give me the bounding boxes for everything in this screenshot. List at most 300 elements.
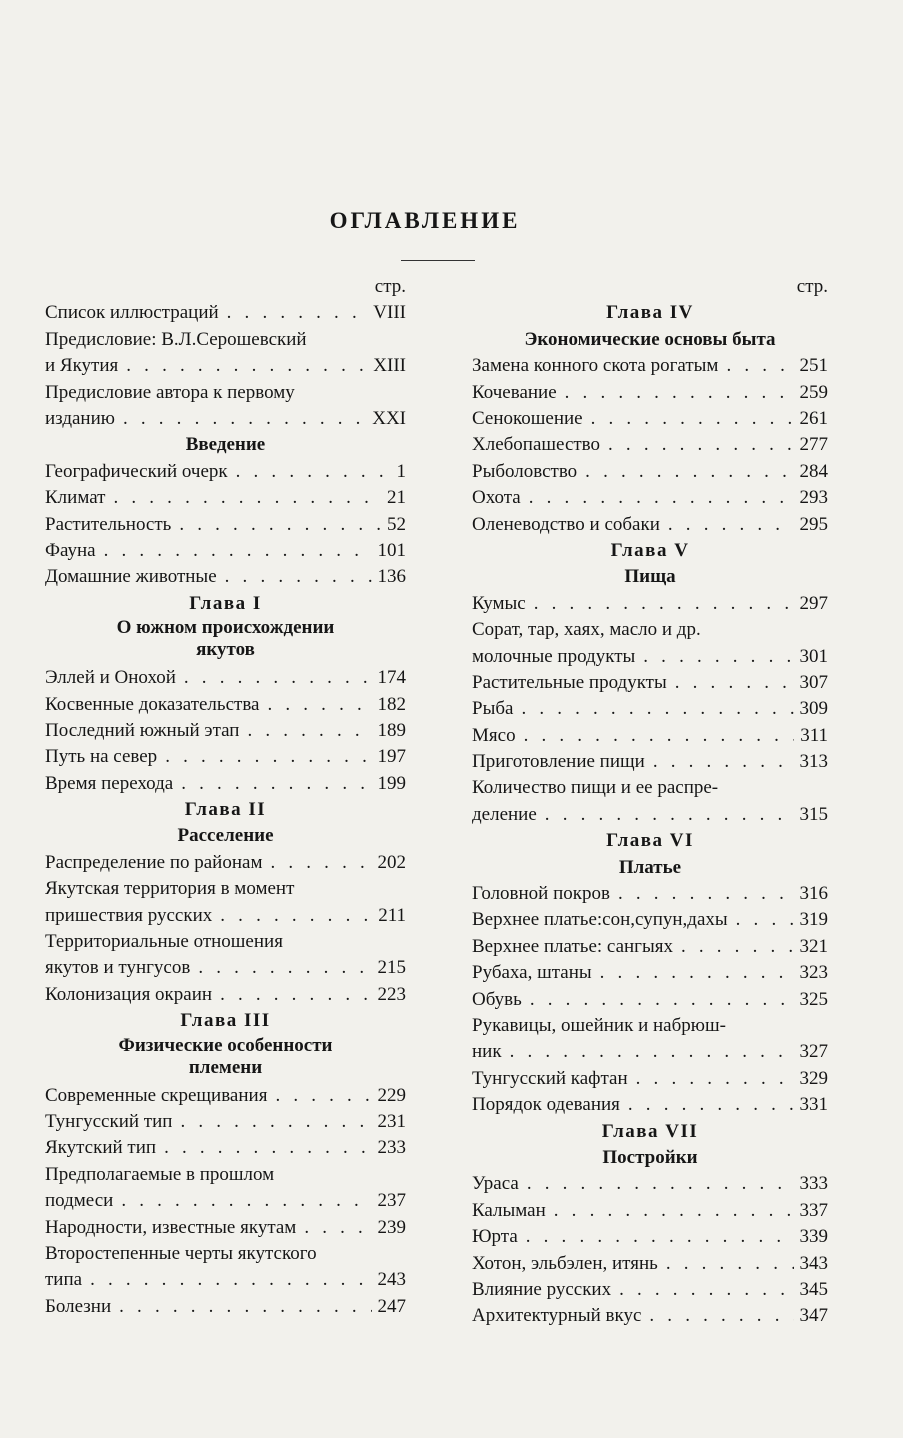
toc-entry-line bbox=[45, 1215, 406, 1241]
toc-entry[interactable] bbox=[45, 1162, 406, 1215]
toc-entry-line bbox=[472, 617, 828, 643]
toc-entry-page: 325 bbox=[799, 988, 828, 1010]
dot-leader bbox=[164, 1135, 371, 1161]
toc-entry-title: Предполагаемые в прошлом bbox=[45, 1163, 275, 1185]
toc-entry[interactable] bbox=[472, 881, 828, 907]
toc-entry-page: 215 bbox=[377, 957, 406, 979]
section-heading: якутов bbox=[196, 639, 255, 661]
toc-entry-line bbox=[45, 1162, 406, 1188]
toc-entry[interactable] bbox=[45, 459, 406, 485]
dot-leader bbox=[220, 903, 372, 929]
toc-entry-page: 199 bbox=[377, 772, 406, 794]
toc-entry-title: Народности, известные якутам bbox=[45, 1216, 297, 1238]
toc-entry-line bbox=[45, 300, 406, 326]
section-heading: Экономические основы быта bbox=[524, 328, 776, 350]
dot-leader bbox=[521, 696, 793, 722]
toc-entry-line bbox=[472, 670, 828, 696]
toc-entry-page: 333 bbox=[799, 1173, 828, 1195]
toc-entry-line bbox=[45, 406, 406, 432]
toc-entry-title: и Якутия bbox=[45, 355, 119, 377]
dot-leader bbox=[534, 591, 794, 617]
dot-leader bbox=[524, 723, 795, 749]
toc-entry-title: Климат bbox=[45, 487, 106, 509]
toc-entry-page: 202 bbox=[377, 851, 406, 873]
toc-entry[interactable] bbox=[45, 929, 406, 982]
toc-entry[interactable] bbox=[472, 775, 828, 828]
toc-entry-title: Растительные продукты bbox=[472, 671, 667, 693]
dot-leader bbox=[113, 485, 381, 511]
toc-entry-title: Современные скрещивания bbox=[45, 1084, 268, 1106]
chapter-heading: Глава VI bbox=[606, 830, 694, 852]
toc-entry[interactable] bbox=[472, 723, 828, 749]
toc-entry-line bbox=[45, 876, 406, 902]
toc-entry-line bbox=[45, 1135, 406, 1161]
toc-entry-page: XIII bbox=[373, 355, 406, 377]
toc-entry[interactable] bbox=[472, 512, 828, 538]
toc-entry[interactable] bbox=[472, 380, 828, 406]
toc-entry[interactable] bbox=[472, 907, 828, 933]
dot-leader bbox=[545, 802, 794, 828]
toc-entry-page: 197 bbox=[377, 746, 406, 768]
toc-entry-page: 301 bbox=[799, 645, 828, 667]
dot-leader bbox=[618, 881, 794, 907]
toc-entry-page: 343 bbox=[799, 1252, 828, 1274]
toc-entry-line bbox=[472, 1277, 828, 1303]
toc-entry-line bbox=[472, 723, 828, 749]
toc-entry-line bbox=[472, 696, 828, 722]
toc-entry[interactable] bbox=[472, 1092, 828, 1118]
toc-entry-line bbox=[45, 327, 406, 353]
dot-leader bbox=[726, 353, 793, 379]
toc-entry-line bbox=[45, 353, 406, 379]
dot-leader bbox=[510, 1039, 794, 1065]
section-heading: Платье bbox=[618, 856, 682, 878]
toc-entry[interactable] bbox=[45, 876, 406, 929]
dot-leader bbox=[126, 353, 367, 379]
toc-entry-page: 347 bbox=[799, 1305, 828, 1327]
toc-entry-line bbox=[45, 903, 406, 929]
toc-entry-page: 311 bbox=[800, 724, 828, 746]
toc-entry-title: Головной покров bbox=[472, 883, 610, 905]
toc-entry-title: Замена конного скота рогатым bbox=[472, 355, 719, 377]
toc-entry-line bbox=[472, 1013, 828, 1039]
toc-entry-title: Предисловие автора к первому bbox=[45, 381, 295, 403]
toc-entry-title: Количество пищи и ее распре- bbox=[472, 777, 719, 799]
chapter-heading: Глава V bbox=[610, 539, 690, 561]
toc-entry-title: Хотон, эльбэлен, итянь bbox=[472, 1252, 658, 1274]
toc-entry[interactable] bbox=[45, 1215, 406, 1241]
toc-entry-title: Географический очерк bbox=[45, 460, 228, 482]
toc-entry-line bbox=[472, 459, 828, 485]
toc-entry[interactable] bbox=[45, 1241, 406, 1294]
toc-entry-page: 337 bbox=[799, 1199, 828, 1221]
dot-leader bbox=[227, 300, 368, 326]
toc-entry-page: 251 bbox=[799, 355, 828, 377]
section-heading: О южном происхождении bbox=[116, 617, 335, 639]
section-heading: Физические особенности bbox=[118, 1034, 333, 1056]
toc-entry-page: 295 bbox=[799, 513, 828, 535]
chapter-heading: Глава IV bbox=[606, 302, 694, 324]
dot-leader bbox=[270, 850, 371, 876]
dot-leader bbox=[608, 432, 793, 458]
dot-leader bbox=[736, 907, 794, 933]
toc-entry-page: 345 bbox=[799, 1278, 828, 1300]
toc-entry-page: 233 bbox=[377, 1137, 406, 1159]
dot-leader bbox=[526, 1224, 794, 1250]
chapter-heading: Глава III bbox=[180, 1010, 271, 1032]
toc-entry[interactable] bbox=[45, 327, 406, 380]
toc-entry-line bbox=[45, 512, 406, 538]
toc-entry-line bbox=[472, 353, 828, 379]
dot-leader bbox=[247, 718, 371, 744]
dot-leader bbox=[600, 960, 794, 986]
toc-entry-page: 174 bbox=[377, 667, 406, 689]
toc-entry-title: деление bbox=[472, 803, 537, 825]
section-heading: Пища bbox=[624, 566, 676, 588]
toc-entry-page: 1 bbox=[396, 460, 406, 482]
toc-entry-title: Сорат, тар, хаях, масло и др. bbox=[472, 619, 701, 641]
dot-leader bbox=[181, 771, 371, 797]
toc-entry-line bbox=[472, 644, 828, 670]
toc-entry-line bbox=[472, 749, 828, 775]
dot-leader bbox=[591, 406, 794, 432]
dot-leader bbox=[619, 1277, 793, 1303]
toc-entry-page: 315 bbox=[799, 803, 828, 825]
toc-entry[interactable] bbox=[45, 1083, 406, 1109]
toc-entry-title: Верхнее платье: сангыях bbox=[472, 935, 673, 957]
toc-entry-line bbox=[45, 692, 406, 718]
toc-entry-line bbox=[472, 485, 828, 511]
dot-leader bbox=[565, 380, 794, 406]
dot-leader bbox=[649, 1303, 793, 1329]
toc-entry-title: подмеси bbox=[45, 1190, 114, 1212]
toc-entry[interactable] bbox=[472, 696, 828, 722]
toc-entry-page: 323 bbox=[799, 962, 828, 984]
toc-entry[interactable] bbox=[45, 538, 406, 564]
toc-entry-page: 189 bbox=[377, 719, 406, 741]
toc-entry[interactable] bbox=[45, 1294, 406, 1320]
dot-leader bbox=[236, 459, 391, 485]
toc-entry-page: XXI bbox=[372, 407, 406, 429]
toc-entry[interactable] bbox=[45, 380, 406, 433]
toc-entry[interactable] bbox=[472, 749, 828, 775]
toc-entry-line bbox=[45, 718, 406, 744]
toc-entry-line bbox=[45, 485, 406, 511]
toc-entry-title: Верхнее платье:сон,супун,дахы bbox=[472, 909, 728, 931]
page-title: ОГЛАВЛЕНИЕ bbox=[329, 208, 521, 233]
toc-entry-line bbox=[45, 1188, 406, 1214]
toc-entry[interactable] bbox=[472, 670, 828, 696]
dot-leader bbox=[653, 749, 794, 775]
toc-entry-title: Якутский тип bbox=[45, 1137, 157, 1159]
toc-entry-page: 297 bbox=[799, 592, 828, 614]
toc-entry-line bbox=[472, 1251, 828, 1277]
toc-entry-title: Кочевание bbox=[472, 381, 557, 403]
toc-entry-page: 223 bbox=[377, 983, 406, 1005]
toc-entry-title: Мясо bbox=[472, 724, 516, 746]
toc-entry-title: Территориальные отношения bbox=[45, 931, 283, 953]
toc-entry-title: Кумыс bbox=[472, 592, 526, 614]
toc-entry-page: 243 bbox=[377, 1269, 406, 1291]
toc-entry-line bbox=[45, 459, 406, 485]
page-column-label: стр. bbox=[374, 276, 406, 297]
toc-entry-line bbox=[472, 406, 828, 432]
toc-entry-line bbox=[45, 564, 406, 590]
chapter-heading: Глава II bbox=[184, 799, 267, 821]
toc-entry-page: 231 bbox=[377, 1111, 406, 1133]
section-heading: Введение bbox=[185, 434, 266, 456]
toc-entry-title: Калыман bbox=[472, 1199, 546, 1221]
toc-entry[interactable] bbox=[472, 459, 828, 485]
toc-entry-title: типа bbox=[45, 1269, 83, 1291]
toc-entry-page: 247 bbox=[377, 1295, 406, 1317]
toc-entry-line bbox=[45, 982, 406, 1008]
toc-entry-title: Охота bbox=[472, 487, 521, 509]
toc-entry-line bbox=[472, 1224, 828, 1250]
toc-entry-line bbox=[472, 934, 828, 960]
toc-entry[interactable] bbox=[472, 1277, 828, 1303]
toc-entry[interactable] bbox=[45, 512, 406, 538]
toc-column-left bbox=[45, 274, 406, 1320]
dot-leader bbox=[179, 512, 381, 538]
toc-entry-title: Тунгусский тип bbox=[45, 1111, 173, 1133]
toc-entry-line bbox=[45, 665, 406, 691]
dot-leader bbox=[198, 955, 371, 981]
chapter-heading: Глава I bbox=[189, 592, 262, 614]
toc-entry-page: 339 bbox=[799, 1226, 828, 1248]
toc-entry[interactable] bbox=[472, 1224, 828, 1250]
dot-leader bbox=[275, 1083, 371, 1109]
dot-leader bbox=[554, 1198, 794, 1224]
dot-leader bbox=[529, 485, 794, 511]
chapter-heading: Глава VII bbox=[601, 1120, 699, 1142]
toc-entry-line bbox=[45, 929, 406, 955]
toc-entry-page: 237 bbox=[377, 1190, 406, 1212]
toc-entry-title: Обувь bbox=[472, 988, 522, 1010]
toc-entry-title: Рыба bbox=[472, 698, 514, 720]
toc-entry-page: 309 bbox=[799, 698, 828, 720]
toc-entry-page: 327 bbox=[799, 1041, 828, 1063]
toc-entry-line bbox=[45, 1083, 406, 1109]
toc-entry-line bbox=[472, 987, 828, 1013]
toc-entry-title: Болезни bbox=[45, 1295, 112, 1317]
toc-entry-line bbox=[472, 881, 828, 907]
toc-entry-page: 313 bbox=[799, 751, 828, 773]
toc-entry[interactable] bbox=[472, 1171, 828, 1197]
toc-entry-title: Домашние животные bbox=[45, 566, 217, 588]
toc-entry[interactable] bbox=[45, 1109, 406, 1135]
toc-entry-title: Колонизация окраин bbox=[45, 983, 213, 1005]
toc-entry[interactable] bbox=[45, 850, 406, 876]
toc-entry-title: Якутская территория в момент bbox=[45, 878, 295, 900]
title-underline bbox=[401, 260, 475, 261]
toc-entry-title: Эллей и Онохой bbox=[45, 667, 176, 689]
dot-leader bbox=[119, 1294, 371, 1320]
toc-entry-line bbox=[472, 802, 828, 828]
dot-leader bbox=[104, 538, 372, 564]
toc-entry[interactable] bbox=[472, 934, 828, 960]
dot-leader bbox=[225, 564, 372, 590]
toc-entry-line bbox=[45, 1294, 406, 1320]
dot-leader bbox=[304, 1215, 371, 1241]
toc-entry-page: 321 bbox=[799, 935, 828, 957]
toc-entry-title: Растительность bbox=[45, 513, 172, 535]
toc-entry[interactable] bbox=[472, 1251, 828, 1277]
section-heading: племени bbox=[188, 1056, 263, 1078]
dot-leader bbox=[165, 744, 371, 770]
toc-entry-title: Юрта bbox=[472, 1226, 518, 1248]
dot-leader bbox=[666, 1251, 794, 1277]
toc-entry[interactable] bbox=[45, 718, 406, 744]
toc-entry[interactable] bbox=[45, 300, 406, 326]
toc-entry-page: 239 bbox=[377, 1216, 406, 1238]
toc-entry-title: пришествия русских bbox=[45, 904, 213, 926]
toc-entry-title: Рубаха, штаны bbox=[472, 962, 592, 984]
toc-entry-page: 277 bbox=[799, 434, 828, 456]
toc-entry-line bbox=[472, 960, 828, 986]
toc-entry-title: Фауна bbox=[45, 539, 96, 561]
toc-entry[interactable] bbox=[45, 485, 406, 511]
dot-leader bbox=[668, 512, 794, 538]
toc-entry-line bbox=[472, 1198, 828, 1224]
dot-leader bbox=[90, 1267, 371, 1293]
toc-entry-page: 331 bbox=[799, 1094, 828, 1116]
toc-entry-title: изданию bbox=[45, 407, 115, 429]
toc-entry-line bbox=[472, 775, 828, 801]
toc-entry-title: Хлебопашество bbox=[472, 434, 601, 456]
toc-entry[interactable] bbox=[45, 982, 406, 1008]
toc-entry[interactable] bbox=[45, 665, 406, 691]
toc-entry-title: Путь на север bbox=[45, 746, 158, 768]
toc-entry-page: 259 bbox=[799, 381, 828, 403]
toc-entry-title: Список иллюстраций bbox=[45, 302, 219, 324]
toc-entry[interactable] bbox=[472, 987, 828, 1013]
dot-leader bbox=[121, 1188, 371, 1214]
toc-entry-title: Приготовление пищи bbox=[472, 751, 645, 773]
toc-entry-line bbox=[472, 1171, 828, 1197]
toc-entry-page: 307 bbox=[799, 671, 828, 693]
toc-entry-title: Косвенные доказательства bbox=[45, 693, 260, 715]
page-column-label: стр. bbox=[796, 276, 828, 297]
section-heading: Постройки bbox=[602, 1147, 698, 1168]
toc-entry[interactable] bbox=[45, 692, 406, 718]
toc-entry-title: Архитектурный вкус bbox=[472, 1305, 642, 1327]
toc-entry-line bbox=[45, 1241, 406, 1267]
toc-entry-title: ник bbox=[472, 1041, 502, 1063]
toc-entry[interactable] bbox=[472, 1066, 828, 1092]
toc-entry-page: 316 bbox=[799, 883, 828, 905]
toc-entry-line bbox=[45, 380, 406, 406]
toc-entry-title: Предисловие: В.Л.Серошевский bbox=[45, 328, 307, 350]
toc-entry[interactable] bbox=[45, 1135, 406, 1161]
toc-entry[interactable] bbox=[472, 1303, 828, 1329]
toc-entry-title: Оленеводство и собаки bbox=[472, 513, 660, 535]
toc-entry-line bbox=[472, 1303, 828, 1329]
toc-entry-line bbox=[45, 1267, 406, 1293]
dot-leader bbox=[180, 1109, 371, 1135]
toc-entry[interactable] bbox=[472, 591, 828, 617]
toc-entry-page: 211 bbox=[378, 904, 406, 926]
toc-entry-line bbox=[45, 850, 406, 876]
toc-entry-line bbox=[472, 907, 828, 933]
section-heading: Расселение bbox=[177, 825, 274, 847]
toc-entry-title: Сенокошение bbox=[472, 407, 583, 429]
toc-entry-line bbox=[45, 955, 406, 981]
toc-entry[interactable] bbox=[472, 353, 828, 379]
dot-leader bbox=[628, 1092, 794, 1118]
dot-leader bbox=[675, 670, 794, 696]
dot-leader bbox=[530, 987, 794, 1013]
toc-entry-line bbox=[45, 1109, 406, 1135]
dot-leader bbox=[636, 1066, 794, 1092]
dot-leader bbox=[220, 982, 371, 1008]
toc-entry-title: Рыболовство bbox=[472, 460, 578, 482]
toc-entry-page: 284 bbox=[799, 460, 828, 482]
dot-leader bbox=[527, 1171, 794, 1197]
toc-entry-title: Второстепенные черты якутского bbox=[45, 1242, 317, 1264]
toc-entry-page: 293 bbox=[799, 487, 828, 509]
toc-entry[interactable] bbox=[472, 617, 828, 670]
toc-entry-line bbox=[472, 591, 828, 617]
toc-entry-title: Последний южный этап bbox=[45, 719, 240, 741]
toc-entry[interactable] bbox=[472, 432, 828, 458]
toc-entry-page: 329 bbox=[799, 1067, 828, 1089]
dot-leader bbox=[681, 934, 794, 960]
toc-entry-page: 182 bbox=[377, 693, 406, 715]
toc-entry-title: Порядок одевания bbox=[472, 1094, 620, 1116]
toc-entry-page: 261 bbox=[799, 407, 828, 429]
toc-entry-title: якутов и тунгусов bbox=[45, 957, 191, 979]
toc-entry-line bbox=[472, 380, 828, 406]
dot-leader bbox=[267, 692, 371, 718]
toc-entry[interactable] bbox=[472, 960, 828, 986]
dot-leader bbox=[585, 459, 793, 485]
toc-entry-title: молочные продукты bbox=[472, 645, 636, 667]
toc-entry-title: Рукавицы, ошейник и набрюш- bbox=[472, 1015, 726, 1037]
toc-entry-line bbox=[45, 771, 406, 797]
toc-entry-page: VIII bbox=[373, 302, 406, 324]
toc-entry[interactable] bbox=[45, 744, 406, 770]
toc-entry-title: Тунгусский кафтан bbox=[472, 1067, 628, 1089]
toc-entry-title: Ураса bbox=[472, 1173, 519, 1195]
dot-leader bbox=[123, 406, 366, 432]
toc-entry-page: 21 bbox=[387, 487, 406, 509]
toc-entry[interactable] bbox=[472, 406, 828, 432]
toc-entry-title: Распределение по районам bbox=[45, 851, 263, 873]
toc-entry-line bbox=[472, 512, 828, 538]
dot-leader bbox=[643, 644, 793, 670]
toc-entry-page: 136 bbox=[377, 566, 406, 588]
toc-entry-line bbox=[472, 432, 828, 458]
toc-entry[interactable] bbox=[472, 1198, 828, 1224]
toc-entry-page: 52 bbox=[387, 513, 406, 535]
toc-entry-page: 101 bbox=[377, 539, 406, 561]
toc-entry-line bbox=[472, 1066, 828, 1092]
toc-entry[interactable] bbox=[45, 564, 406, 590]
toc-entry-page: 229 bbox=[377, 1084, 406, 1106]
toc-column-right bbox=[472, 274, 828, 1330]
toc-entry-line bbox=[45, 538, 406, 564]
toc-entry[interactable] bbox=[45, 771, 406, 797]
toc-entry[interactable] bbox=[472, 1013, 828, 1066]
toc-entry-line bbox=[45, 744, 406, 770]
dot-leader bbox=[184, 665, 372, 691]
toc-entry-line bbox=[472, 1092, 828, 1118]
toc-entry[interactable] bbox=[472, 485, 828, 511]
toc-entry-page: 319 bbox=[799, 909, 828, 931]
toc-entry-title: Влияние русских bbox=[472, 1278, 612, 1300]
toc-entry-line bbox=[472, 1039, 828, 1065]
